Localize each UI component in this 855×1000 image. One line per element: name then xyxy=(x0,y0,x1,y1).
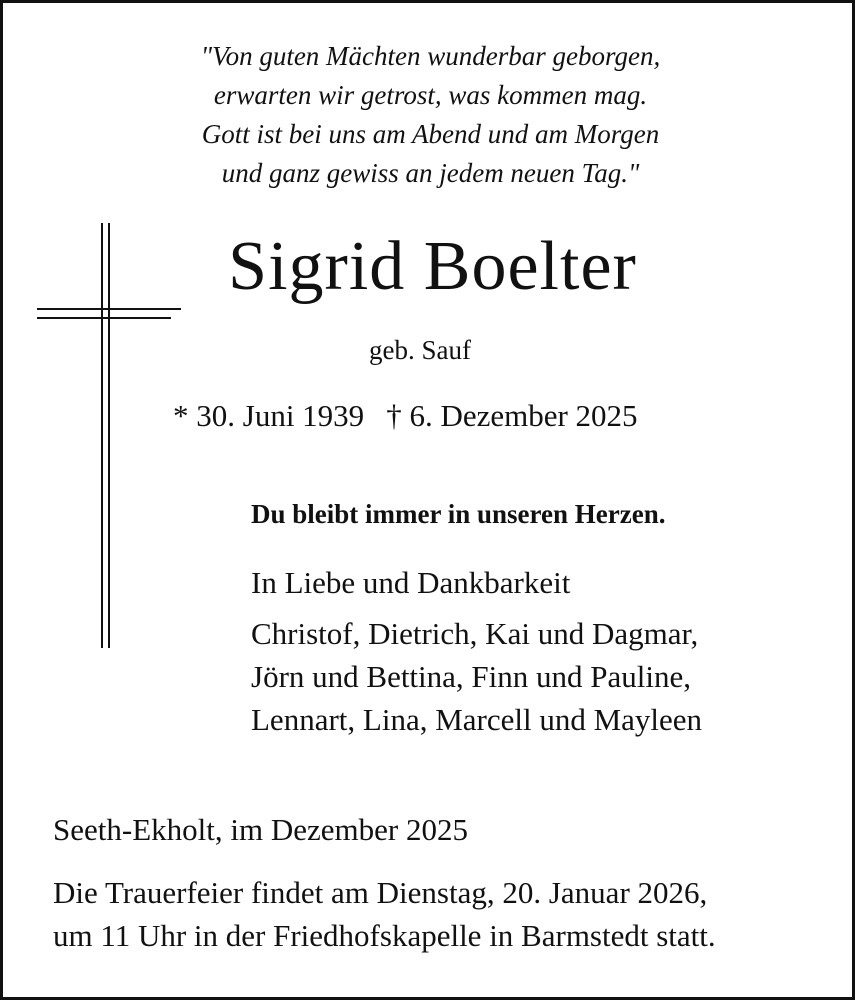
funeral-service-info xyxy=(53,871,716,957)
place-date: Seeth-Ekholt, im Dezember 2025 xyxy=(53,812,468,847)
birth-name: geb. Sauf xyxy=(369,335,471,365)
quote-line: "Von guten Mächten wunderbar geborgen, xyxy=(200,41,661,71)
family-names-line: Christof, Dietrich, Kai und Dagmar, xyxy=(251,616,699,651)
deceased-name xyxy=(3,227,855,307)
death-date: † 6. Dezember 2025 xyxy=(386,398,638,433)
family-names-line: Jörn und Bettina, Finn und Pauline, xyxy=(251,659,692,694)
quote-line: und ganz gewiss an jedem neuen Tag." xyxy=(221,158,640,188)
deceased-name-text: Sigrid Boelter xyxy=(228,228,637,305)
motto: Du bleibt immer in unseren Herzen. xyxy=(251,499,666,529)
quote-line: erwarten wir getrost, was kommen mag. xyxy=(213,80,648,110)
family-intro: In Liebe und Dankbarkeit xyxy=(251,565,571,600)
birth-date: * 30. Juni 1939 xyxy=(173,398,365,433)
life-dates xyxy=(173,396,638,436)
family-block xyxy=(251,561,702,741)
quote-line: Gott ist bei uns am Abend und am Morgen xyxy=(201,119,660,149)
service-line: um 11 Uhr in der Friedhofskapelle in Barmstedt statt. xyxy=(53,918,716,953)
service-line: Die Trauerfeier findet am Dienstag, 20. Januar 2026, xyxy=(53,875,708,910)
family-names-line: Lennart, Lina, Marcell und Mayleen xyxy=(251,702,703,737)
bonhoeffer-quote xyxy=(3,37,855,193)
